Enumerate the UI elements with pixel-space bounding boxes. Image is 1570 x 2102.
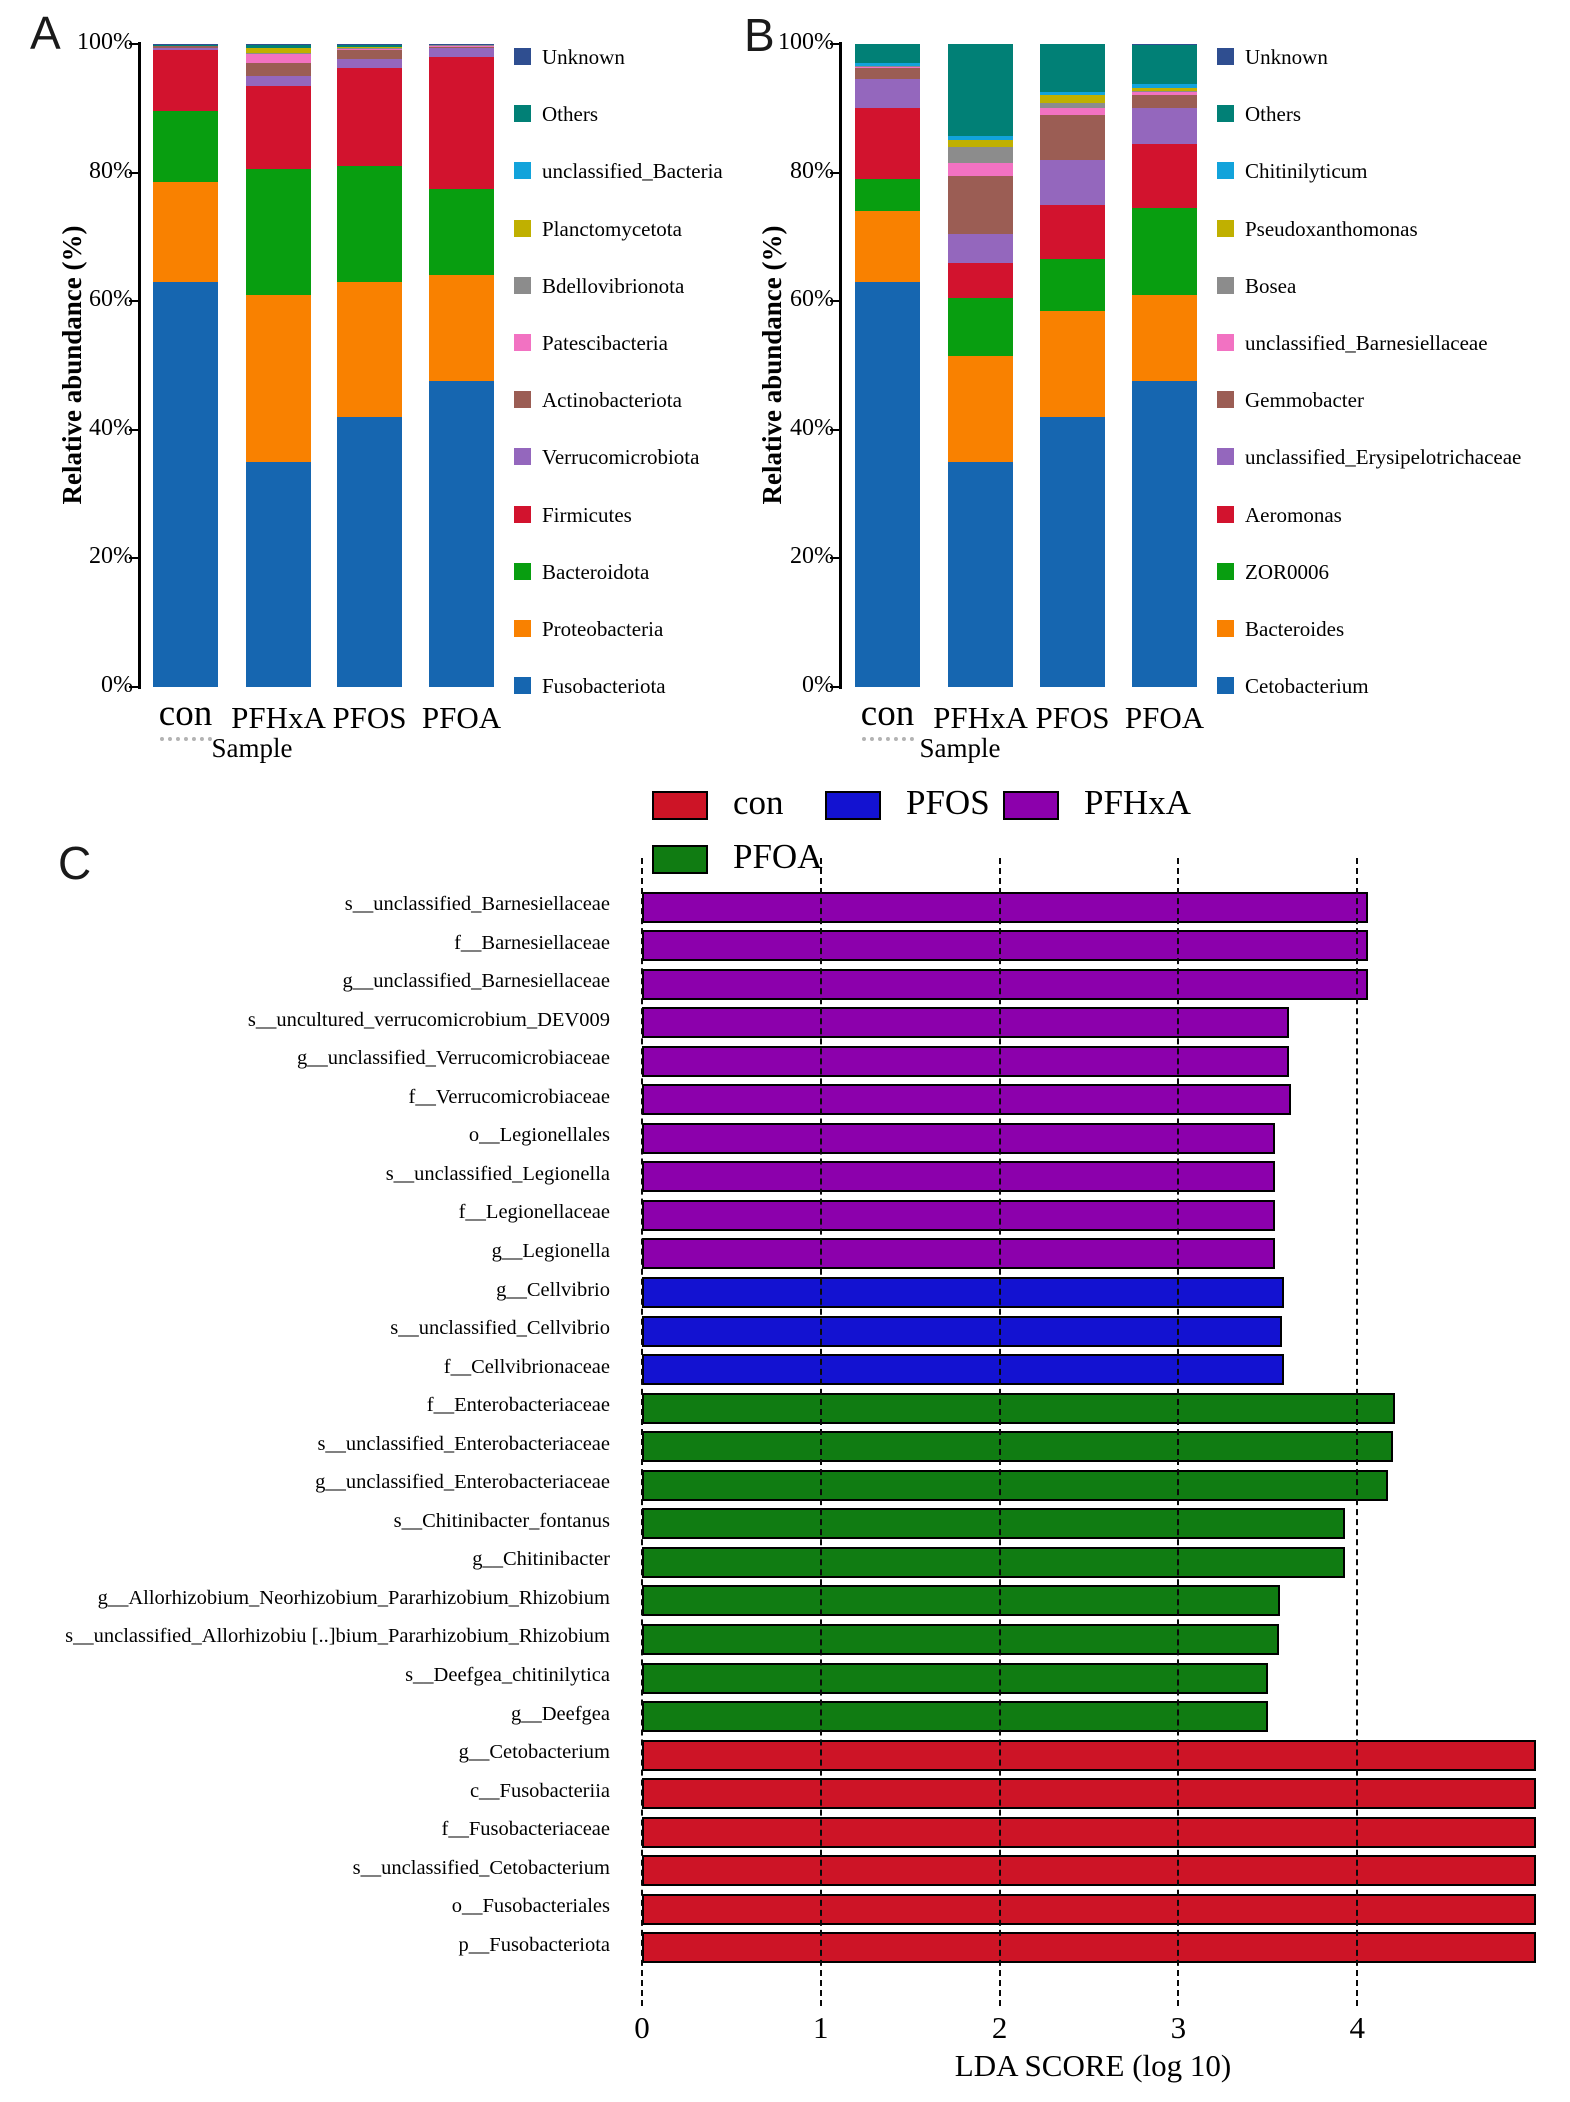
legend-swatch-Planctomycetota	[514, 220, 531, 237]
segment-unclassified_Erysipelotrichaceae	[855, 79, 920, 108]
legend-label-Bdellovibrionota: Bdellovibrionota	[542, 273, 685, 298]
panel-b-sample-label-PFOA: PFOA	[1124, 700, 1205, 735]
panel-a-y-tick-label: 100%	[77, 29, 133, 55]
panel-b-x-axis-title: Sample	[919, 733, 1001, 763]
lda-bar-PFHxA	[642, 1123, 1275, 1154]
lda-bar-label: s__unclassified_Barnesiellaceae	[344, 893, 610, 915]
panel-b-stacked-bar-con	[855, 44, 920, 687]
segment-Pseudoxanthomonas	[1040, 95, 1105, 103]
panel-b-y-tick-label: 20%	[790, 543, 834, 570]
lda-bar-label: p__Fusobacteriota	[458, 1933, 610, 1956]
legend-label-Patescibacteria: Patescibacteria	[542, 331, 668, 355]
legend-label-unclassified_Bacteria: unclassified_Bacteria	[542, 159, 723, 184]
legend-swatch-Unknown	[514, 48, 531, 65]
legend-swatch-Bosea	[1217, 277, 1234, 294]
panel-b-y-tick-label: 40%	[790, 414, 834, 441]
panel-b-y-tick-label: 0%	[802, 672, 834, 698]
panel-b-stacked-bar-PFHxA	[948, 44, 1013, 687]
segment-unclassified_Barnesiellaceae	[948, 163, 1013, 176]
legend-label-Actinobacteriota: Actinobacteriota	[542, 388, 682, 413]
panel-b-con-underline-dots	[862, 737, 914, 741]
segment-Firmicutes	[246, 86, 311, 170]
lda-legend-label-PFOS: PFOS	[906, 783, 990, 822]
legend-label-Verrucomicrobiota: Verrucomicrobiota	[542, 445, 700, 470]
panel-a-y-tick-label: 60%	[89, 286, 133, 313]
legend-swatch-ZOR0006	[1217, 563, 1234, 580]
lda-bar-label: g__Cetobacterium	[458, 1741, 610, 1764]
legend-label-Others: Others	[1245, 102, 1301, 127]
panel-c-gridline-2	[999, 858, 1001, 2006]
segment-Aeromonas	[1132, 144, 1197, 208]
lda-legend-label-PFOA: PFOA	[733, 837, 823, 876]
segment-ZOR0006	[948, 298, 1013, 356]
segment-Bacteroides	[1132, 295, 1197, 382]
segment-Aeromonas	[855, 108, 920, 179]
legend-label-Gemmobacter: Gemmobacter	[1245, 388, 1364, 413]
segment-Proteobacteria	[153, 182, 218, 282]
legend-swatch-Firmicutes	[514, 506, 531, 523]
panel-b-sample-label-con: con	[860, 693, 915, 734]
legend-swatch-unclassified_Bacteria	[514, 162, 531, 179]
legend-swatch-Verrucomicrobiota	[514, 448, 531, 465]
panel-b-y-axis	[839, 42, 842, 689]
legend-label-Proteobacteria: Proteobacteria	[542, 617, 664, 641]
lda-bar-label: f__Fusobacteriaceae	[441, 1818, 610, 1841]
legend-label-Planctomycetota: Planctomycetota	[542, 216, 682, 241]
segment-ZOR0006	[1040, 259, 1105, 310]
lda-bar-PFOS	[642, 1316, 1282, 1347]
panel-b-sample-label-PFHxA: PFHxA	[933, 700, 1028, 735]
lda-bar-label: g__Deefgea	[510, 1702, 610, 1725]
lda-bar-PFHxA	[642, 1046, 1289, 1077]
legend-swatch-Aeromonas	[1217, 506, 1234, 523]
lda-bar-label: s__unclassified_Allorhizobiu [..]bium_Pararhizobium_Rhizobium	[65, 1625, 610, 1648]
panel-a-x-axis-title: Sample	[211, 733, 293, 763]
segment-Cetobacterium	[948, 462, 1013, 687]
legend-label-Firmicutes: Firmicutes	[542, 502, 632, 527]
segment-Cetobacterium	[1132, 381, 1197, 686]
segment-Bosea	[948, 147, 1013, 163]
panel-b-y-axis-title: Relative abundance (%)	[756, 225, 787, 505]
panel-a-con-underline-dots	[160, 737, 212, 741]
segment-ZOR0006	[1132, 208, 1197, 295]
segment-Proteobacteria	[337, 282, 402, 417]
segment-Bacteroides	[855, 211, 920, 282]
lda-bar-label: f__Enterobacteriaceae	[426, 1394, 610, 1417]
segment-Others	[1040, 44, 1105, 92]
lda-legend-swatch-PFOS	[825, 791, 881, 820]
lda-bar-PFOA	[642, 1508, 1345, 1539]
panel-c-letter: C	[58, 837, 92, 889]
panel-b-y-tick-label: 80%	[790, 157, 834, 184]
segment-unclassified_Erysipelotrichaceae	[1040, 160, 1105, 205]
lda-bar-label: s__Deefgea_chitinilytica	[405, 1664, 610, 1686]
segment-Aeromonas	[1040, 205, 1105, 260]
segment-Bacteroidota	[153, 111, 218, 182]
legend-swatch-unclassified_Erysipelotrichaceae	[1217, 448, 1234, 465]
legend-swatch-Unknown	[1217, 48, 1234, 65]
panel-c-x-tick-label: 1	[813, 2010, 829, 2045]
lda-bar-PFOA	[642, 1624, 1279, 1655]
legend-label-Chitinilyticum: Chitinilyticum	[1245, 159, 1368, 184]
legend-swatch-unclassified_Barnesiellaceae	[1217, 334, 1234, 351]
segment-Verrucomicrobiota	[337, 59, 402, 67]
legend-swatch-Others	[514, 105, 531, 122]
legend-swatch-Actinobacteriota	[514, 391, 531, 408]
lda-bar-label: g__Cellvibrio	[496, 1278, 610, 1301]
legend-label-Unknown: Unknown	[1245, 45, 1328, 69]
segment-Firmicutes	[429, 57, 494, 189]
lda-bar-PFOA	[642, 1585, 1280, 1616]
lda-bar-PFHxA	[642, 892, 1368, 923]
lda-bar-PFHxA	[642, 1007, 1289, 1038]
panel-a-letter: A	[30, 7, 61, 59]
legend-label-Bacteroidota: Bacteroidota	[542, 559, 650, 584]
segment-Bacteroides	[948, 356, 1013, 462]
legend-label-unclassified_Barnesiellaceae: unclassified_Barnesiellaceae	[1245, 331, 1488, 355]
lda-bar-label: s__unclassified_Legionella	[385, 1162, 610, 1185]
panel-c-gridline-0	[641, 858, 643, 2006]
panel-c-x-tick-label: 3	[1170, 2010, 1187, 2045]
segment-Actinobacteriota	[246, 63, 311, 76]
lda-legend-swatch-PFHxA	[1003, 791, 1059, 820]
segment-unclassified_Erysipelotrichaceae	[948, 234, 1013, 263]
segment-Cetobacterium	[1040, 417, 1105, 687]
segment-Patescibacteria	[246, 54, 311, 64]
lda-bar-label: f__Cellvibrionaceae	[443, 1355, 610, 1378]
panel-a-stacked-bar-PFOA	[429, 44, 494, 687]
panel-b-stacked-bar-PFOS	[1040, 44, 1105, 687]
lda-bar-label: g__unclassified_Verrucomicrobiaceae	[296, 1047, 610, 1070]
lda-bar-con	[642, 1932, 1536, 1963]
segment-Bacteroidota	[429, 189, 494, 276]
panel-a-sample-label-con: con	[158, 693, 213, 734]
lda-bar-label: f__Verrucomicrobiaceae	[408, 1085, 610, 1108]
legend-swatch-Others	[1217, 105, 1234, 122]
segment-Firmicutes	[337, 68, 402, 166]
lda-bar-PFOS	[642, 1354, 1284, 1385]
segment-Verrucomicrobiota	[246, 76, 311, 86]
panel-a-y-tick-label: 0%	[101, 672, 133, 698]
panel-c-gridline-4	[1356, 858, 1358, 2006]
panel-a-y-axis	[138, 42, 141, 689]
segment-Verrucomicrobiota	[429, 48, 494, 56]
lda-bar-label: f__Barnesiellaceae	[454, 931, 610, 954]
panel-a-y-tick-label: 80%	[89, 157, 133, 184]
lda-legend-swatch-PFOA	[652, 845, 708, 874]
legend-swatch-Pseudoxanthomonas	[1217, 220, 1234, 237]
panel-b-stacked-bar-PFOA	[1132, 44, 1197, 687]
lda-legend-label-con: con	[733, 783, 784, 822]
panel-a-stacked-bar-PFOS	[337, 44, 402, 687]
panel-c-x-axis-title: LDA SCORE (log 10)	[954, 2048, 1232, 2083]
lda-bar-PFOA	[642, 1701, 1268, 1732]
segment-Fusobacteriota	[337, 417, 402, 687]
segment-ZOR0006	[855, 179, 920, 211]
lda-bar-label: g__Allorhizobium_Neorhizobium_Pararhizobium_Rhizobium	[97, 1586, 610, 1609]
legend-swatch-Patescibacteria	[514, 334, 531, 351]
segment-Bacteroides	[1040, 311, 1105, 417]
legend-label-Fusobacteriota: Fusobacteriota	[542, 674, 666, 699]
panel-a-stacked-bar-PFHxA	[246, 44, 311, 687]
lda-bar-PFOA	[642, 1393, 1395, 1424]
lda-bar-PFHxA	[642, 1200, 1275, 1231]
legend-swatch-Cetobacterium	[1217, 677, 1234, 694]
lda-bar-con	[642, 1817, 1536, 1848]
segment-Others	[948, 44, 1013, 136]
legend-swatch-Fusobacteriota	[514, 677, 531, 694]
lda-bar-PFOS	[642, 1277, 1284, 1308]
lda-bar-label: g__Legionella	[491, 1239, 610, 1262]
segment-Aeromonas	[948, 263, 1013, 298]
lda-bar-PFOA	[642, 1470, 1388, 1501]
lda-bar-label: g__unclassified_Barnesiellaceae	[342, 970, 610, 993]
legend-label-unclassified_Erysipelotrichaceae: unclassified_Erysipelotrichaceae	[1245, 445, 1522, 470]
segment-Gemmobacter	[855, 68, 920, 80]
panel-b-y-tick-label: 100%	[778, 29, 834, 55]
legend-swatch-Bacteroides	[1217, 620, 1234, 637]
panel-a-sample-label-PFOS: PFOS	[332, 700, 407, 735]
segment-Gemmobacter	[1132, 95, 1197, 108]
segment-Proteobacteria	[429, 275, 494, 381]
lda-bar-PFHxA	[642, 1084, 1291, 1115]
lda-bar-PFOA	[642, 1663, 1268, 1694]
segment-Gemmobacter	[948, 176, 1013, 234]
legend-label-Bosea: Bosea	[1245, 273, 1297, 298]
lda-bar-label: s__uncultured_verrucomicrobium_DEV009	[247, 1008, 610, 1031]
lda-bar-label: o__Fusobacteriales	[451, 1895, 610, 1918]
legend-label-Others: Others	[542, 102, 598, 127]
lda-bar-PFOA	[642, 1431, 1393, 1462]
panel-a-y-tick-label: 20%	[89, 543, 133, 570]
legend-label-Unknown: Unknown	[542, 45, 625, 69]
legend-swatch-Proteobacteria	[514, 620, 531, 637]
legend-label-Aeromonas: Aeromonas	[1245, 502, 1342, 527]
panel-c-gridline-3	[1177, 858, 1179, 2006]
panel-b-y-tick-label: 60%	[790, 286, 834, 313]
lda-bar-PFOA	[642, 1547, 1345, 1578]
panel-a-sample-label-PFHxA: PFHxA	[231, 700, 326, 735]
panel-b-letter: B	[744, 9, 775, 61]
segment-Actinobacteriota	[337, 50, 402, 60]
segment-Others	[855, 44, 920, 63]
lda-bar-PFHxA	[642, 930, 1368, 961]
lda-bar-label: g__unclassified_Enterobacteriaceae	[315, 1471, 610, 1494]
legend-swatch-Chitinilyticum	[1217, 162, 1234, 179]
lda-bar-label: o__Legionellales	[468, 1124, 610, 1147]
lda-bar-PFHxA	[642, 1238, 1275, 1269]
panel-a-stacked-bar-con	[153, 44, 218, 687]
lda-bar-PFHxA	[642, 1161, 1275, 1192]
lda-bar-con	[642, 1894, 1536, 1925]
lda-bar-con	[642, 1740, 1536, 1771]
lda-legend-swatch-con	[652, 791, 708, 820]
segment-unclassified_Erysipelotrichaceae	[1132, 108, 1197, 143]
lda-bar-label: s__unclassified_Cellvibrio	[390, 1317, 610, 1340]
legend-label-ZOR0006: ZOR0006	[1245, 559, 1329, 584]
lda-legend-label-PFHxA: PFHxA	[1084, 783, 1191, 822]
segment-Proteobacteria	[246, 295, 311, 462]
lda-bar-label: s__unclassified_Enterobacteriaceae	[317, 1432, 610, 1455]
legend-swatch-Bdellovibrionota	[514, 277, 531, 294]
lda-bar-label: s__Chitinibacter_fontanus	[393, 1509, 610, 1532]
segment-Bacteroidota	[246, 169, 311, 294]
legend-swatch-Bacteroidota	[514, 563, 531, 580]
lda-bar-PFHxA	[642, 969, 1368, 1000]
segment-Fusobacteriota	[246, 462, 311, 687]
lda-bar-label: c__Fusobacteriia	[469, 1779, 610, 1802]
panel-c-gridline-1	[820, 858, 822, 2006]
panel-c-x-tick-label: 2	[991, 2010, 1008, 2045]
panel-c-x-tick-label: 4	[1349, 2010, 1365, 2045]
lda-bar-con	[642, 1778, 1536, 1809]
segment-Others	[1132, 45, 1197, 85]
segment-Firmicutes	[153, 50, 218, 112]
legend-label-Cetobacterium: Cetobacterium	[1245, 674, 1369, 699]
legend-label-Bacteroides: Bacteroides	[1245, 617, 1345, 641]
lda-bar-label: g__Chitinibacter	[472, 1548, 610, 1571]
legend-label-Pseudoxanthomonas: Pseudoxanthomonas	[1245, 216, 1418, 241]
lda-bar-con	[642, 1855, 1536, 1886]
panel-a-y-axis-title: Relative abundance (%)	[56, 225, 87, 505]
lda-bar-label: f__Legionellaceae	[458, 1201, 610, 1224]
segment-Gemmobacter	[1040, 115, 1105, 160]
segment-Fusobacteriota	[429, 381, 494, 686]
panel-a-y-tick-label: 40%	[89, 414, 133, 441]
segment-Fusobacteriota	[153, 282, 218, 687]
legend-swatch-Gemmobacter	[1217, 391, 1234, 408]
panel-a-sample-label-PFOA: PFOA	[421, 700, 502, 735]
lda-bar-label: s__unclassified_Cetobacterium	[352, 1856, 610, 1879]
panel-c-x-tick-label: 0	[634, 2010, 650, 2045]
panel-b-sample-label-PFOS: PFOS	[1035, 700, 1110, 735]
segment-Cetobacterium	[855, 282, 920, 687]
segment-Bacteroidota	[337, 166, 402, 282]
